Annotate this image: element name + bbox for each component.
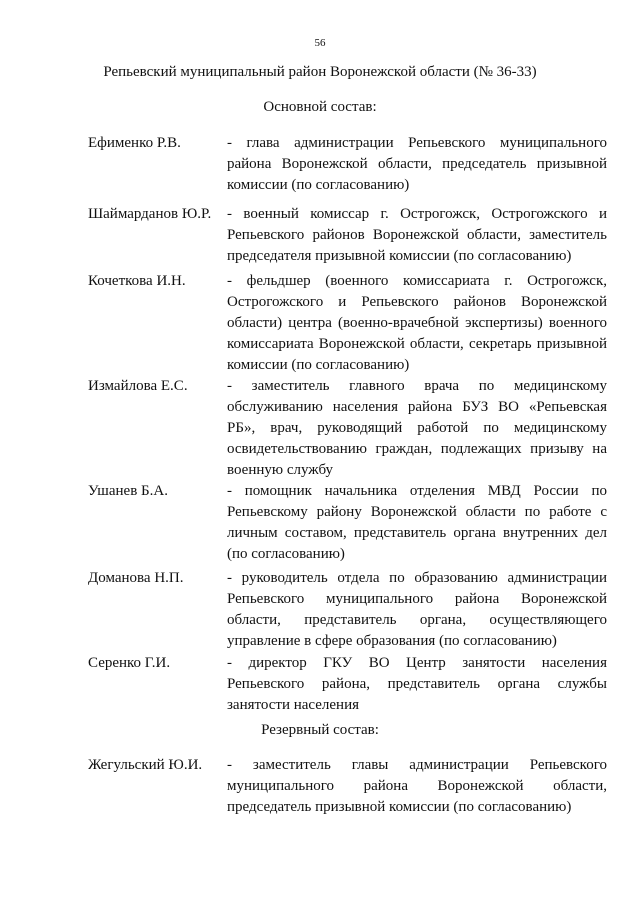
member-name: Ефименко Р.В.	[88, 135, 181, 151]
member-name: Ушанев Б.А.	[88, 483, 168, 499]
reserve-section-heading: Резервный состав:	[261, 722, 379, 738]
page-number: 56	[314, 37, 326, 49]
member-description: - директор ГКУ ВО Центр занятости населения Репьевского района, представитель органа службы занятости населения	[227, 655, 607, 713]
member-name: Шаймарданов Ю.Р.	[88, 206, 212, 222]
member-description: - заместитель главы администрации Репьевского муниципального района Воронежской области, председатель призывной комиссии (по согласованию)	[227, 757, 607, 815]
member-description: - фельдшер (военного комиссариата г. Острогожск, Острогожского и Репьевского районов Воронежской области) центра (военно-врачебной экспертизы) военного комиссариата Воронежской области, секретарь призывной комиссии (по согласованию)	[227, 273, 607, 373]
member-name: Жегульский Ю.И.	[88, 757, 203, 773]
main-section-heading: Основной состав:	[263, 99, 377, 115]
member-description: - военный комиссар г. Острогожск, Острогожского и Репьевского районов Воронежской области, заместитель председателя призывной комиссии (по согласованию)	[227, 206, 607, 264]
member-name: Кочеткова И.Н.	[88, 273, 186, 289]
document-title: Репьевский муниципальный район Воронежской области (№ 36-33)	[103, 64, 537, 80]
member-description: - помощник начальника отделения МВД России по Репьевскому району Воронежской области по работе с личным составом, представитель органа внутренних дел (по согласованию)	[227, 483, 607, 562]
member-description: - заместитель главного врача по медицинскому обслуживанию населения района БУЗ ВО «Репьевская РБ», врач, руководящий работой по медицинскому освидетельствованию граждан, подлежащих призыву на военную службу	[227, 378, 607, 478]
member-description: - руководитель отдела по образованию администрации Репьевского муниципального района Воронежской области, представитель органа, осуществляющего управление в сфере образования (по согласованию)	[227, 570, 607, 649]
member-name: Доманова Н.П.	[88, 570, 184, 586]
member-description: - глава администрации Репьевского муниципального района Воронежской области, председатель призывной комиссии (по согласованию)	[227, 135, 607, 193]
member-name: Серенко Г.И.	[88, 655, 171, 671]
member-name: Измайлова Е.С.	[88, 378, 188, 394]
